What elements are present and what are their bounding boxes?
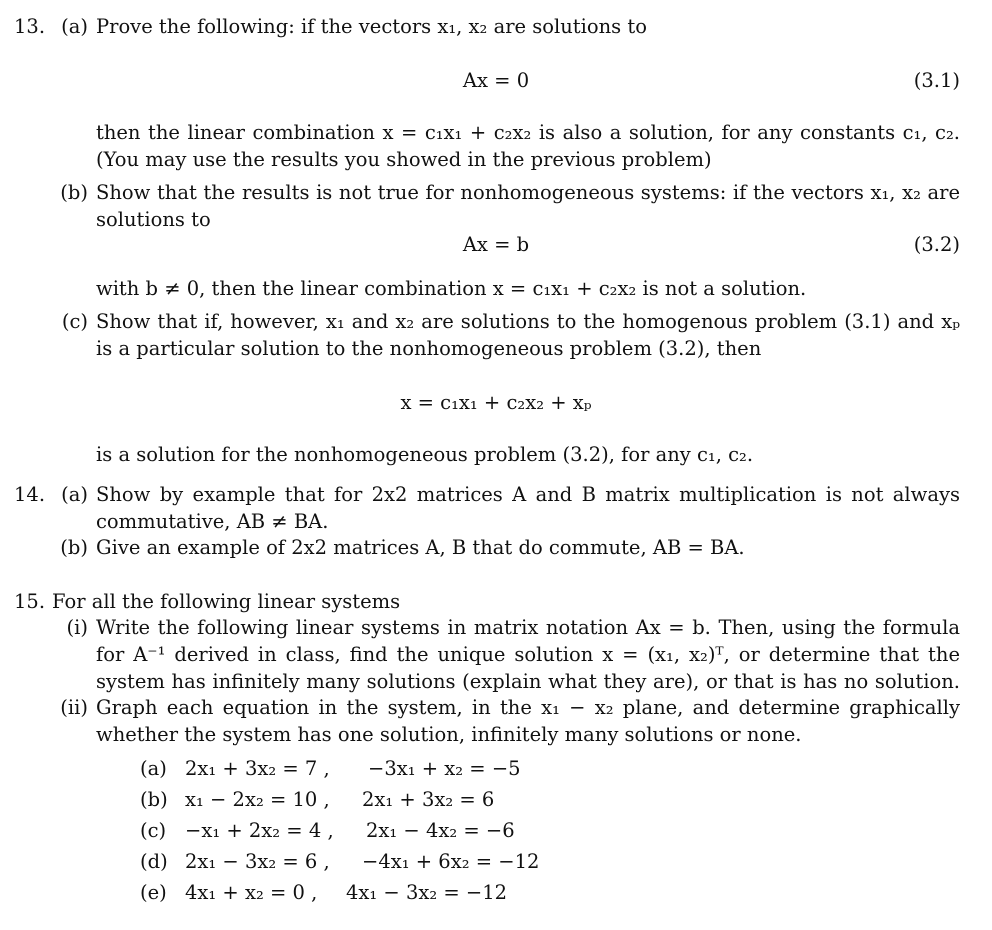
system-e-label: (e) (140, 881, 167, 904)
equation-3-2-number: (3.2) (913, 233, 960, 256)
problem-13b-line2: solutions to (96, 208, 211, 231)
problem-14b-label: (b) (60, 536, 88, 559)
system-d-label: (d) (140, 850, 168, 873)
problem-14a-label: (a) (61, 483, 88, 506)
problem-14b-line1: Give an example of 2x2 matrices A, B that do commute, AB = BA. (96, 536, 745, 559)
system-d-eq1: 2x₁ − 3x₂ = 6 , (185, 850, 330, 873)
system-e-eq2: 4x₁ − 3x₂ = −12 (346, 881, 508, 904)
problem-13a-label: (a) (61, 15, 88, 38)
problem-15ii-label: (ii) (60, 696, 88, 719)
problem-15-intro: For all the following linear systems (52, 590, 401, 613)
system-b-eq1: x₁ − 2x₂ = 10 , (185, 788, 330, 811)
system-c-label: (c) (140, 819, 167, 842)
system-b-eq2: 2x₁ + 3x₂ = 6 (362, 788, 495, 811)
equation-3-2: Ax = b (462, 233, 530, 256)
problem-13a-line2: then the linear combination x = c₁x₁ + c₂x₂ is also a solution, for any constants c₁, c₂. (96, 121, 960, 144)
problem-13a-line1: Prove the following: if the vectors x₁, x₂ are solutions to (96, 15, 647, 38)
problem-13c-line1: Show that if, however, x₁ and x₂ are solutions to the homogenous problem (3.1) and xₚ (96, 310, 960, 333)
problem-15i-label: (i) (66, 616, 88, 639)
system-c-eq2: 2x₁ − 4x₂ = −6 (366, 819, 515, 842)
equation-3-1-number: (3.1) (913, 69, 960, 92)
system-e-eq1: 4x₁ + x₂ = 0 , (185, 881, 318, 904)
equation-c: x = c₁x₁ + c₂x₂ + xₚ (400, 391, 592, 414)
problem-13c-line2: is a particular solution to the nonhomogeneous problem (3.2), then (96, 337, 762, 360)
problem-15i-line3: system has infinitely many solutions (explain what they are), or that is has no solution. (96, 670, 960, 693)
problem-15i-line1: Write the following linear systems in matrix notation Ax = b. Then, using the formula (96, 616, 960, 639)
system-a-eq1: 2x₁ + 3x₂ = 7 , (185, 757, 330, 780)
problem-15-number: 15. (14, 590, 46, 613)
system-b-label: (b) (140, 788, 168, 811)
system-c-eq1: −x₁ + 2x₂ = 4 , (185, 819, 334, 842)
problem-14-number: 14. (14, 483, 46, 506)
problem-15i-line2: for A⁻¹ derived in class, find the unique solution x = (x₁, x₂)ᵀ, or determine that the (96, 643, 960, 666)
system-d-eq2: −4x₁ + 6x₂ = −12 (362, 850, 540, 873)
problem-13c-label: (c) (61, 310, 88, 333)
problem-13a-line3: (You may use the results you showed in the previous problem) (96, 148, 712, 171)
problem-13-number: 13. (14, 15, 46, 38)
problem-13b-line1: Show that the results is not true for nonhomogeneous systems: if the vectors x₁, x₂ are (96, 181, 960, 204)
problem-13b-label: (b) (60, 181, 88, 204)
equation-3-1: Ax = 0 (462, 69, 530, 92)
problem-15ii-line1: Graph each equation in the system, in the x₁ − x₂ plane, and determine graphically (96, 696, 960, 719)
problem-13c-line3: is a solution for the nonhomogeneous problem (3.2), for any c₁, c₂. (96, 443, 754, 466)
problem-13b-line3: with b ≠ 0, then the linear combination x = c₁x₁ + c₂x₂ is not a solution. (96, 277, 807, 300)
problem-14a-line1: Show by example that for 2x2 matrices A and B matrix multiplication is not always (96, 483, 960, 506)
problem-14a-line2: commutative, AB ≠ BA. (96, 510, 329, 533)
problem-15ii-line2: whether the system has one solution, infinitely many solutions or none. (96, 723, 802, 746)
system-a-label: (a) (140, 757, 167, 780)
system-a-eq2: −3x₁ + x₂ = −5 (368, 757, 521, 780)
